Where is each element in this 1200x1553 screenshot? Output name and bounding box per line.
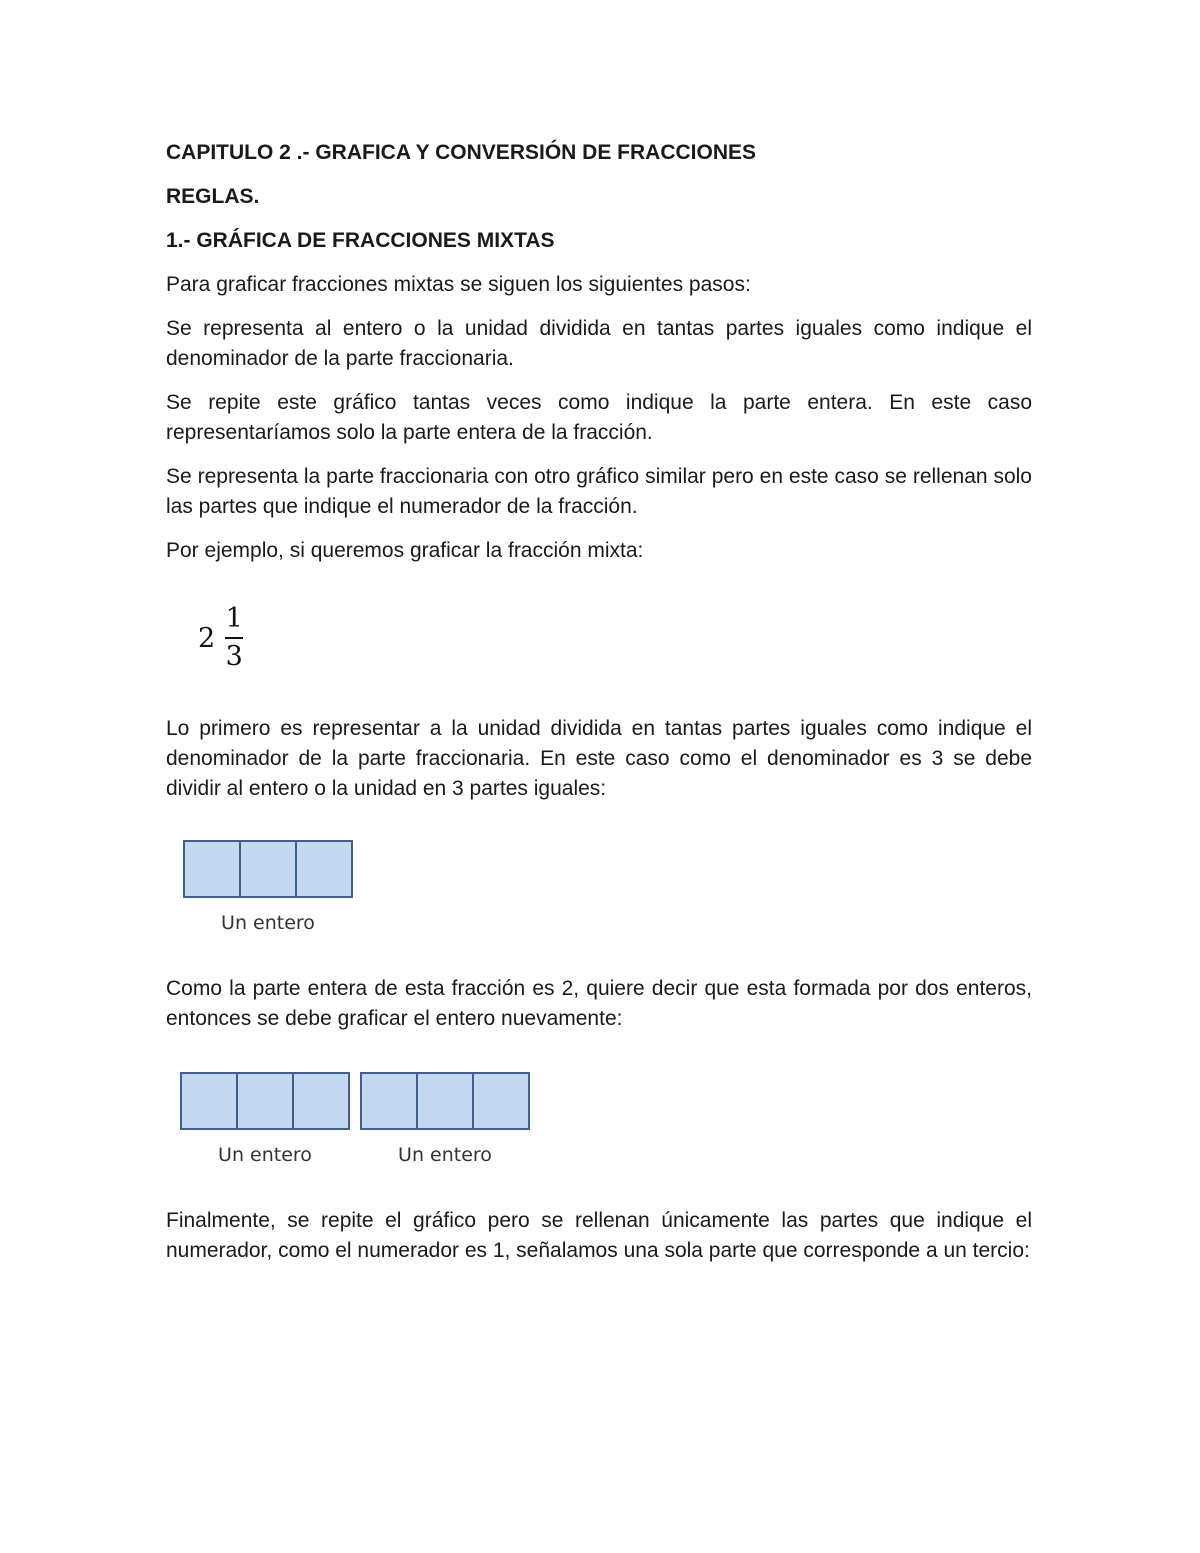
document-page-continued-2	[166, 974, 1032, 1048]
unit-diagram-2b	[360, 1072, 530, 1166]
fraction-denominator: 3	[225, 641, 243, 672]
fraction-whole-part: 2	[198, 622, 216, 654]
unit-diagram-1	[183, 840, 353, 934]
rules-heading: REGLAS.	[166, 185, 260, 208]
unit-box	[180, 1072, 350, 1130]
mixed-fraction	[198, 604, 243, 672]
explanation-paragraph: Lo primero es representar a la unidad dividida en tantas partes iguales como indique el denominador de la parte fraccionaria. En este caso como el denominador es 3 se debe dividir al entero o la unidad en 3 partes iguales:	[166, 717, 1032, 800]
unit-cell	[241, 842, 297, 896]
unit-cell	[294, 1074, 348, 1128]
section-heading: 1.- GRÁFICA DE FRACCIONES MIXTAS	[166, 229, 555, 252]
step-1-paragraph: Se representa al entero o la unidad dividida en tantas partes iguales como indique el denominador de la parte fraccionaria.	[166, 317, 1032, 370]
fraction-numerator: 1	[225, 603, 243, 634]
unit-cell	[182, 1074, 238, 1128]
document-page-continued	[166, 714, 1032, 818]
unit-label: Un entero	[221, 912, 315, 934]
document-page	[166, 138, 1032, 580]
unit-cell	[418, 1074, 474, 1128]
unit-cell	[474, 1074, 528, 1128]
final-paragraph: Finalmente, se repite el gráfico pero se rellenan únicamente las partes que indique el numerador, como el numerador es 1, señalamos una sola parte que corresponde a un tercio:	[166, 1209, 1032, 1262]
unit-cell	[362, 1074, 418, 1128]
intro-paragraph: Para graficar fracciones mixtas se siguen los siguientes pasos:	[166, 273, 751, 296]
step-2-paragraph: Se repite este gráfico tantas veces como indique la parte entera. En este caso representaríamos solo la parte entera de la fracción.	[166, 391, 1032, 444]
chapter-title: CAPITULO 2 .- GRAFICA Y CONVERSIÓN DE FRACCIONES	[166, 141, 756, 164]
unit-box	[360, 1072, 530, 1130]
example-paragraph: Por ejemplo, si queremos graficar la fracción mixta:	[166, 539, 644, 562]
unit-cell	[297, 842, 351, 896]
unit-label: Un entero	[218, 1144, 312, 1166]
unit-cell	[185, 842, 241, 896]
two-wholes-paragraph: Como la parte entera de esta fracción es 2, quiere decir que esta formada por dos enteros, entonces se debe graficar el entero nuevamente:	[166, 977, 1032, 1030]
unit-box	[183, 840, 353, 898]
fraction-bar	[225, 637, 243, 639]
unit-label: Un entero	[398, 1144, 492, 1166]
fraction-part	[225, 604, 243, 672]
document-page-continued-3	[166, 1206, 1032, 1280]
step-3-paragraph: Se representa la parte fraccionaria con otro gráfico similar pero en este caso se rellenan solo las partes que indique el numerador de la fracción.	[166, 465, 1032, 518]
unit-diagram-2a	[180, 1072, 350, 1166]
unit-cell	[238, 1074, 294, 1128]
